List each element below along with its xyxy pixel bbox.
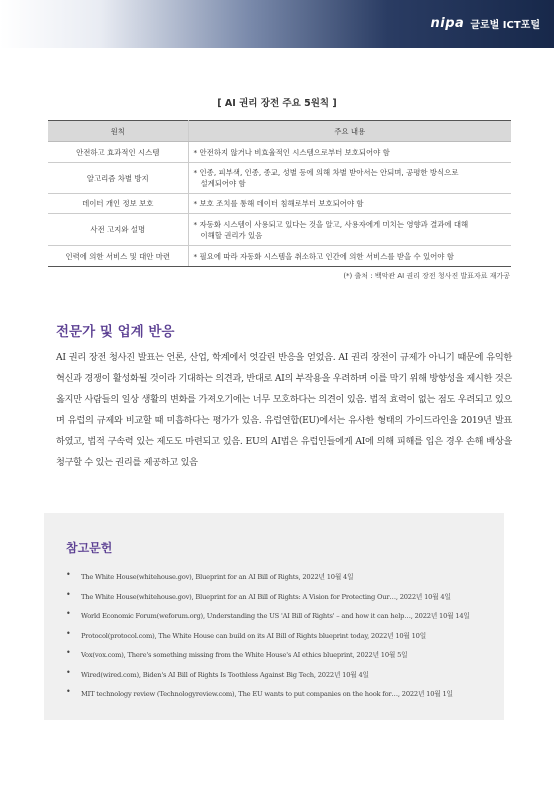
- reference-item: • Protocol(protocol.com), The White House can build on its AI Bill of Rights blueprint today, 2022년 10월 10일: [66, 630, 496, 650]
- content-line: * 보호 조치를 통해 데이터 침해로부터 보호되어야 함: [193, 199, 364, 208]
- brand-name: 글로벌 ICT포털: [470, 20, 540, 31]
- content-cell: [188, 163, 511, 194]
- principle-cell: 인력에 의한 서비스 및 대안 마련: [48, 246, 188, 267]
- reference-item: • MIT technology review (Technologyreview.com), The EU wants to put companies on the hook for…, 2022년 10월 1일: [66, 688, 496, 708]
- references-title: 참고문헌: [66, 541, 113, 555]
- principle-cell: 알고리즘 차별 방지: [48, 163, 188, 194]
- brand[interactable]: [431, 16, 540, 31]
- content-cell: [188, 194, 511, 214]
- section-body: AI 권리 장전 청사진 발표는 언론, 산업, 학계에서 엇갈린 반응을 얻었음. AI 권리 장전이 규제가 아니기 때문에 유익한 혁신과 경쟁이 활성화될 것이라 기대하는 의견과, 반대로 AI의 부작용을 우려하며 이를 막기 위해 방향성을 제시한 것은 옳지만 사람들의 일상 생활의 변화를 가져오기에는 너무 모호하다는 의견이 있음. 법적 효력이 없는 점도 우려되고 있으며 유럽의 규제와 비교할 때 미흡하다는 평가가 있음. 유럽연합(EU)에서는 유사한 형태의 가이드라인을 2019년 발표하였고, 법적 구속력 있는 제도도 마련되고 있음. EU의 AI법은 유럽인들에게 AI에 의해 피해를 입은 경우 손해 배상을 청구할 수 있는 권리를 제공하고 있음: [56, 352, 512, 468]
- table-row: [48, 194, 511, 214]
- table-header-row: [48, 121, 511, 142]
- reference-item: • World Economic Forum(weforum.org), Understanding the US 'AI Bill of Rights' – and how it can help…, 2022년 10월 14일: [66, 610, 496, 630]
- column-header-content: 주요 내용: [188, 121, 511, 142]
- content-line: * 자동화 시스템이 사용되고 있다는 것을 알고, 사용자에게 미치는 영향과 결과에 대해: [193, 219, 469, 229]
- content-cell: [188, 214, 511, 246]
- principle-cell: 데이터 개인 정보 보호: [48, 194, 188, 214]
- table-row: [48, 246, 511, 267]
- section-title: 전문가 및 업계 반응: [56, 324, 175, 340]
- content-cell: [188, 246, 511, 267]
- nipa-logo: nipa: [430, 16, 465, 31]
- content-line: 설계되어야 함: [200, 179, 246, 188]
- table-row: [48, 163, 511, 194]
- table-source-note: (*) 출처 : 백악관 AI 권리 장전 청사진 발표자료 재가공: [343, 272, 510, 280]
- content-line: * 안전하지 않거나 비효율적인 시스템으로부터 보호되어야 함: [193, 147, 390, 157]
- reference-item: • The White House(whitehouse.gov), Blueprint for an AI Bill of Rights, 2022년 10월 4일: [66, 571, 496, 591]
- references-list: [66, 571, 496, 708]
- table-row: [48, 142, 511, 163]
- reference-item: • Vox(vox.com), There's something missing from the White House's AI ethics blueprint, 2022년 10월 5일: [66, 649, 496, 669]
- content-cell: [188, 142, 511, 163]
- principle-cell: 사전 고지와 설명: [48, 214, 188, 246]
- principles-table: [48, 120, 511, 267]
- table-row: [48, 214, 511, 246]
- content-line: * 필요에 따라 자동화 시스템을 취소하고 인간에 의한 서비스를 받을 수 있어야 함: [193, 251, 454, 261]
- reference-item: • The White House(whitehouse.gov), Blueprint for an AI Bill of Rights: A Vision for Protecting Our…, 2022년 10월 4일: [66, 591, 496, 611]
- header-bar: [0, 0, 554, 48]
- content-line: * 인종, 피부색, 인종, 종교, 성별 등에 의해 차별 받아서는 안되며, 공평한 방식으로: [193, 168, 459, 177]
- table-title: [ AI 권리 장전 주요 5원칙 ]: [217, 98, 337, 109]
- references-box: [44, 513, 504, 720]
- column-header-principle: 원칙: [48, 121, 188, 142]
- content-line: 이해할 권리가 있음: [200, 230, 263, 240]
- reference-item: • Wired(wired.com), Biden's AI Bill of Rights Is Toothless Against Big Tech, 2022년 10월 4일: [66, 669, 496, 689]
- principle-cell: 안전하고 효과적인 시스템: [48, 142, 188, 163]
